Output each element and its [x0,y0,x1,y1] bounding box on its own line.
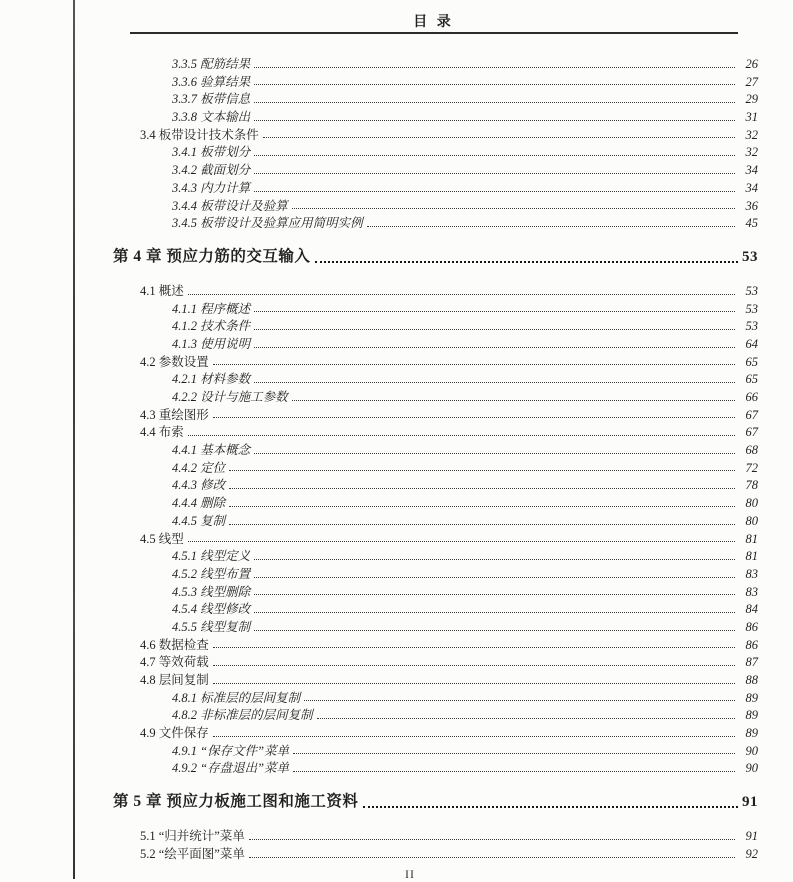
dot-leader [304,700,735,701]
toc-entry-label: 4.4.4 删除 [172,496,226,511]
dot-leader [254,311,735,312]
toc-entry-page-number: 72 [745,460,758,475]
toc-entry-page-number: 89 [745,726,758,741]
toc-entry [113,617,758,635]
toc-entry-page-number: 92 [745,846,758,861]
toc-entry-page-number: 88 [745,673,758,687]
toc-entry-page-number: 67 [745,407,758,422]
toc-entry [113,316,758,334]
toc-entry-label: 3.3.8 文本输出 [172,110,251,125]
dot-leader [254,559,735,560]
toc-entry-page-number: 86 [745,619,758,634]
dot-leader [229,470,735,471]
toc-entry-label: 4.1.3 使用说明 [172,336,251,351]
toc-entry [113,405,758,423]
dot-leader [213,647,735,648]
toc-entry-label: 4.5 线型 [140,531,184,546]
toc-entry-page-number: 90 [745,761,758,776]
toc-entry-page-number: 89 [745,708,758,723]
toc-entry-label: 4.5.5 线型复制 [172,619,251,634]
toc-entry-label: 3.3.7 板带信息 [172,92,251,107]
dot-leader [254,577,735,578]
toc-entry [113,89,758,107]
toc-entry-page-number: 68 [745,443,758,458]
dot-leader [254,347,735,348]
toc-entry [113,72,758,90]
toc-entry-page-number: 64 [745,336,758,351]
toc-entry-label: 4.5.3 线型删除 [172,584,251,599]
toc-entry-label: 4.1.2 技术条件 [172,319,251,334]
dot-leader [317,718,735,719]
toc-entry-label: 第 4 章 预应力筋的交互输入 [113,247,311,265]
toc-entry-label: 4.9.1 “保存文件”菜单 [172,743,290,758]
toc-entry-label: 3.4.5 板带设计及验算应用简明实例 [172,216,363,231]
toc-entry-page-number: 65 [745,372,758,387]
toc-entry-page-number: 90 [745,743,758,758]
toc-entry-page-number: 67 [745,425,758,440]
toc-entry-label: 5.1 “归并统计”菜单 [140,829,245,844]
toc-entry [113,299,758,317]
dot-leader [254,102,735,103]
toc-entry-label: 3.3.5 配筋结果 [172,57,251,71]
dot-leader [254,594,735,595]
toc-entry [113,281,758,299]
dot-leader [213,683,735,684]
toc-entry [113,125,758,143]
toc-entry [113,688,758,706]
toc-entry-page-number: 78 [745,478,758,493]
dot-leader [229,488,735,489]
toc-entry [113,142,758,160]
toc-entry [113,458,758,476]
dot-leader [292,208,735,209]
toc-entry-page-number: 91 [742,794,758,811]
dot-leader [254,120,735,121]
toc-entry-page-number: 86 [745,637,758,652]
toc-entry [113,493,758,511]
toc-entry-page-number: 66 [745,390,758,404]
toc-entry [113,54,758,72]
toc-entry-label: 3.3.6 验算结果 [172,74,251,89]
toc-entry-page-number: 84 [745,602,758,617]
toc-entry-label: 第 5 章 预应力板施工图和施工资料 [113,793,359,811]
toc-entry [113,178,758,196]
toc-entry-label: 3.4.2 截面划分 [172,163,251,178]
toc-entry-page-number: 89 [745,690,758,705]
toc-entry [113,758,758,776]
toc-entry-page-number: 26 [745,57,758,71]
toc-entry [113,844,758,862]
toc-entry-page-number: 36 [745,198,758,213]
dot-leader [367,226,735,227]
footer-page-number: II [405,867,415,881]
toc-entry-label: 3.4 板带设计技术条件 [140,127,259,142]
dot-leader [213,736,735,737]
toc-entry [113,475,758,493]
dot-leader [363,806,738,808]
toc-entry-page-number: 83 [745,584,758,599]
toc-entry [113,196,758,214]
toc-entry-page-number: 34 [745,180,758,195]
dot-leader [315,261,738,263]
toc-entry-label: 4.9.2 “存盘退出”菜单 [172,761,290,776]
toc-entry-page-number: 80 [745,496,758,511]
toc-entry-label: 4.5.4 线型修改 [172,602,251,617]
toc-entry [113,160,758,178]
dot-leader [213,665,735,666]
dot-leader [293,753,735,754]
toc-entry-label: 3.4.1 板带划分 [172,145,251,160]
toc-entry-label: 4.3 重绘图形 [140,407,209,422]
toc-entry-label: 4.4 布索 [140,425,184,440]
dot-leader [254,155,735,156]
toc-entry [113,352,758,370]
toc-entry-page-number: 80 [745,513,758,528]
toc-entry-label: 4.2.1 材料参数 [172,372,251,387]
toc-entry [113,789,758,813]
toc-entry [113,511,758,529]
toc-entry-label: 3.4.4 板带设计及验算 [172,198,288,213]
toc-entry-label: 4.5.1 线型定义 [172,549,251,564]
toc-entry [113,369,758,387]
dot-leader [254,630,735,631]
dot-leader [254,173,735,174]
toc-entry [113,107,758,125]
toc-entry-page-number: 65 [745,354,758,369]
toc-entry [113,529,758,547]
toc-entry [113,582,758,600]
dot-leader [263,137,735,138]
toc-entry-page-number: 32 [745,145,758,160]
dot-leader [188,294,735,295]
dot-leader [254,329,735,330]
toc-entry [113,387,758,405]
toc-entry [113,670,758,688]
toc-entry [113,705,758,723]
toc-entry-page-number: 45 [745,216,758,231]
dot-leader [254,67,735,68]
dot-leader [254,191,735,192]
toc-entry [113,652,758,670]
dot-leader [213,417,735,418]
toc-entry-label: 4.5.2 线型布置 [172,566,251,581]
toc-entry-page-number: 31 [745,110,758,125]
toc-entry-label: 4.8.1 标准层的层间复制 [172,690,301,705]
toc-entry [113,564,758,582]
dot-leader [188,541,735,542]
toc-entry [113,546,758,564]
toc-entry-label: 4.8.2 非标准层的层间复制 [172,708,313,723]
toc-header-title: 目 录 [413,15,454,30]
toc-entry [113,635,758,653]
toc-entry-page-number: 87 [745,655,758,670]
toc-entry-page-number: 27 [745,74,758,89]
toc-entry-label: 3.4.3 内力计算 [172,180,251,195]
dot-leader [229,524,735,525]
toc-entry [113,723,758,741]
toc-entry-label: 4.1.1 程序概述 [172,301,251,316]
toc-entry-label: 4.9 文件保存 [140,726,209,741]
dot-leader [249,857,735,858]
dot-leader [249,839,735,840]
toc-entry-label: 4.4.5 复制 [172,513,226,528]
dot-leader [188,435,735,436]
toc-entry-page-number: 34 [745,163,758,178]
dot-leader [254,612,735,613]
toc-entry [113,599,758,617]
dot-leader [229,506,735,507]
toc-entry-page-number: 32 [745,127,758,142]
toc-entry-page-number: 91 [745,829,758,844]
dot-leader [213,364,735,365]
toc-entry-page-number: 81 [745,549,758,564]
toc-entry-label: 4.6 数据检查 [140,637,209,652]
toc-entry-label: 4.4.2 定位 [172,460,226,475]
dot-leader [292,400,735,401]
header-rule [130,32,738,34]
toc-entry-label: 4.2.2 设计与施工参数 [172,390,288,404]
toc-entry-label: 4.7 等效荷载 [140,655,209,670]
toc-entry [113,244,758,268]
toc-entry [113,334,758,352]
toc-entry [113,440,758,458]
dot-leader [254,84,735,85]
toc-entry-page-number: 53 [742,248,758,265]
toc-entry [113,213,758,231]
toc-entry-label: 4.4.1 基本概念 [172,443,251,458]
toc-entry-label: 4.8 层间复制 [140,673,209,687]
toc-list [113,54,758,862]
toc-entry-label: 4.1 概述 [140,283,184,298]
dot-leader [254,453,735,454]
toc-entry-label: 4.4.3 修改 [172,478,226,493]
toc-entry-page-number: 53 [745,301,758,316]
toc-entry-label: 5.2 “绘平面图”菜单 [140,846,245,861]
toc-entry-page-number: 53 [745,283,758,298]
toc-entry [113,422,758,440]
toc-entry-label: 4.2 参数设置 [140,354,209,369]
dot-leader [254,382,735,383]
toc-entry-page-number: 29 [745,92,758,107]
toc-entry-page-number: 83 [745,566,758,581]
toc-entry-page-number: 81 [745,531,758,546]
toc-entry [113,741,758,759]
dot-leader [293,771,735,772]
toc-entry-page-number: 53 [745,319,758,334]
page-edge-line [73,0,75,879]
toc-entry [113,826,758,844]
